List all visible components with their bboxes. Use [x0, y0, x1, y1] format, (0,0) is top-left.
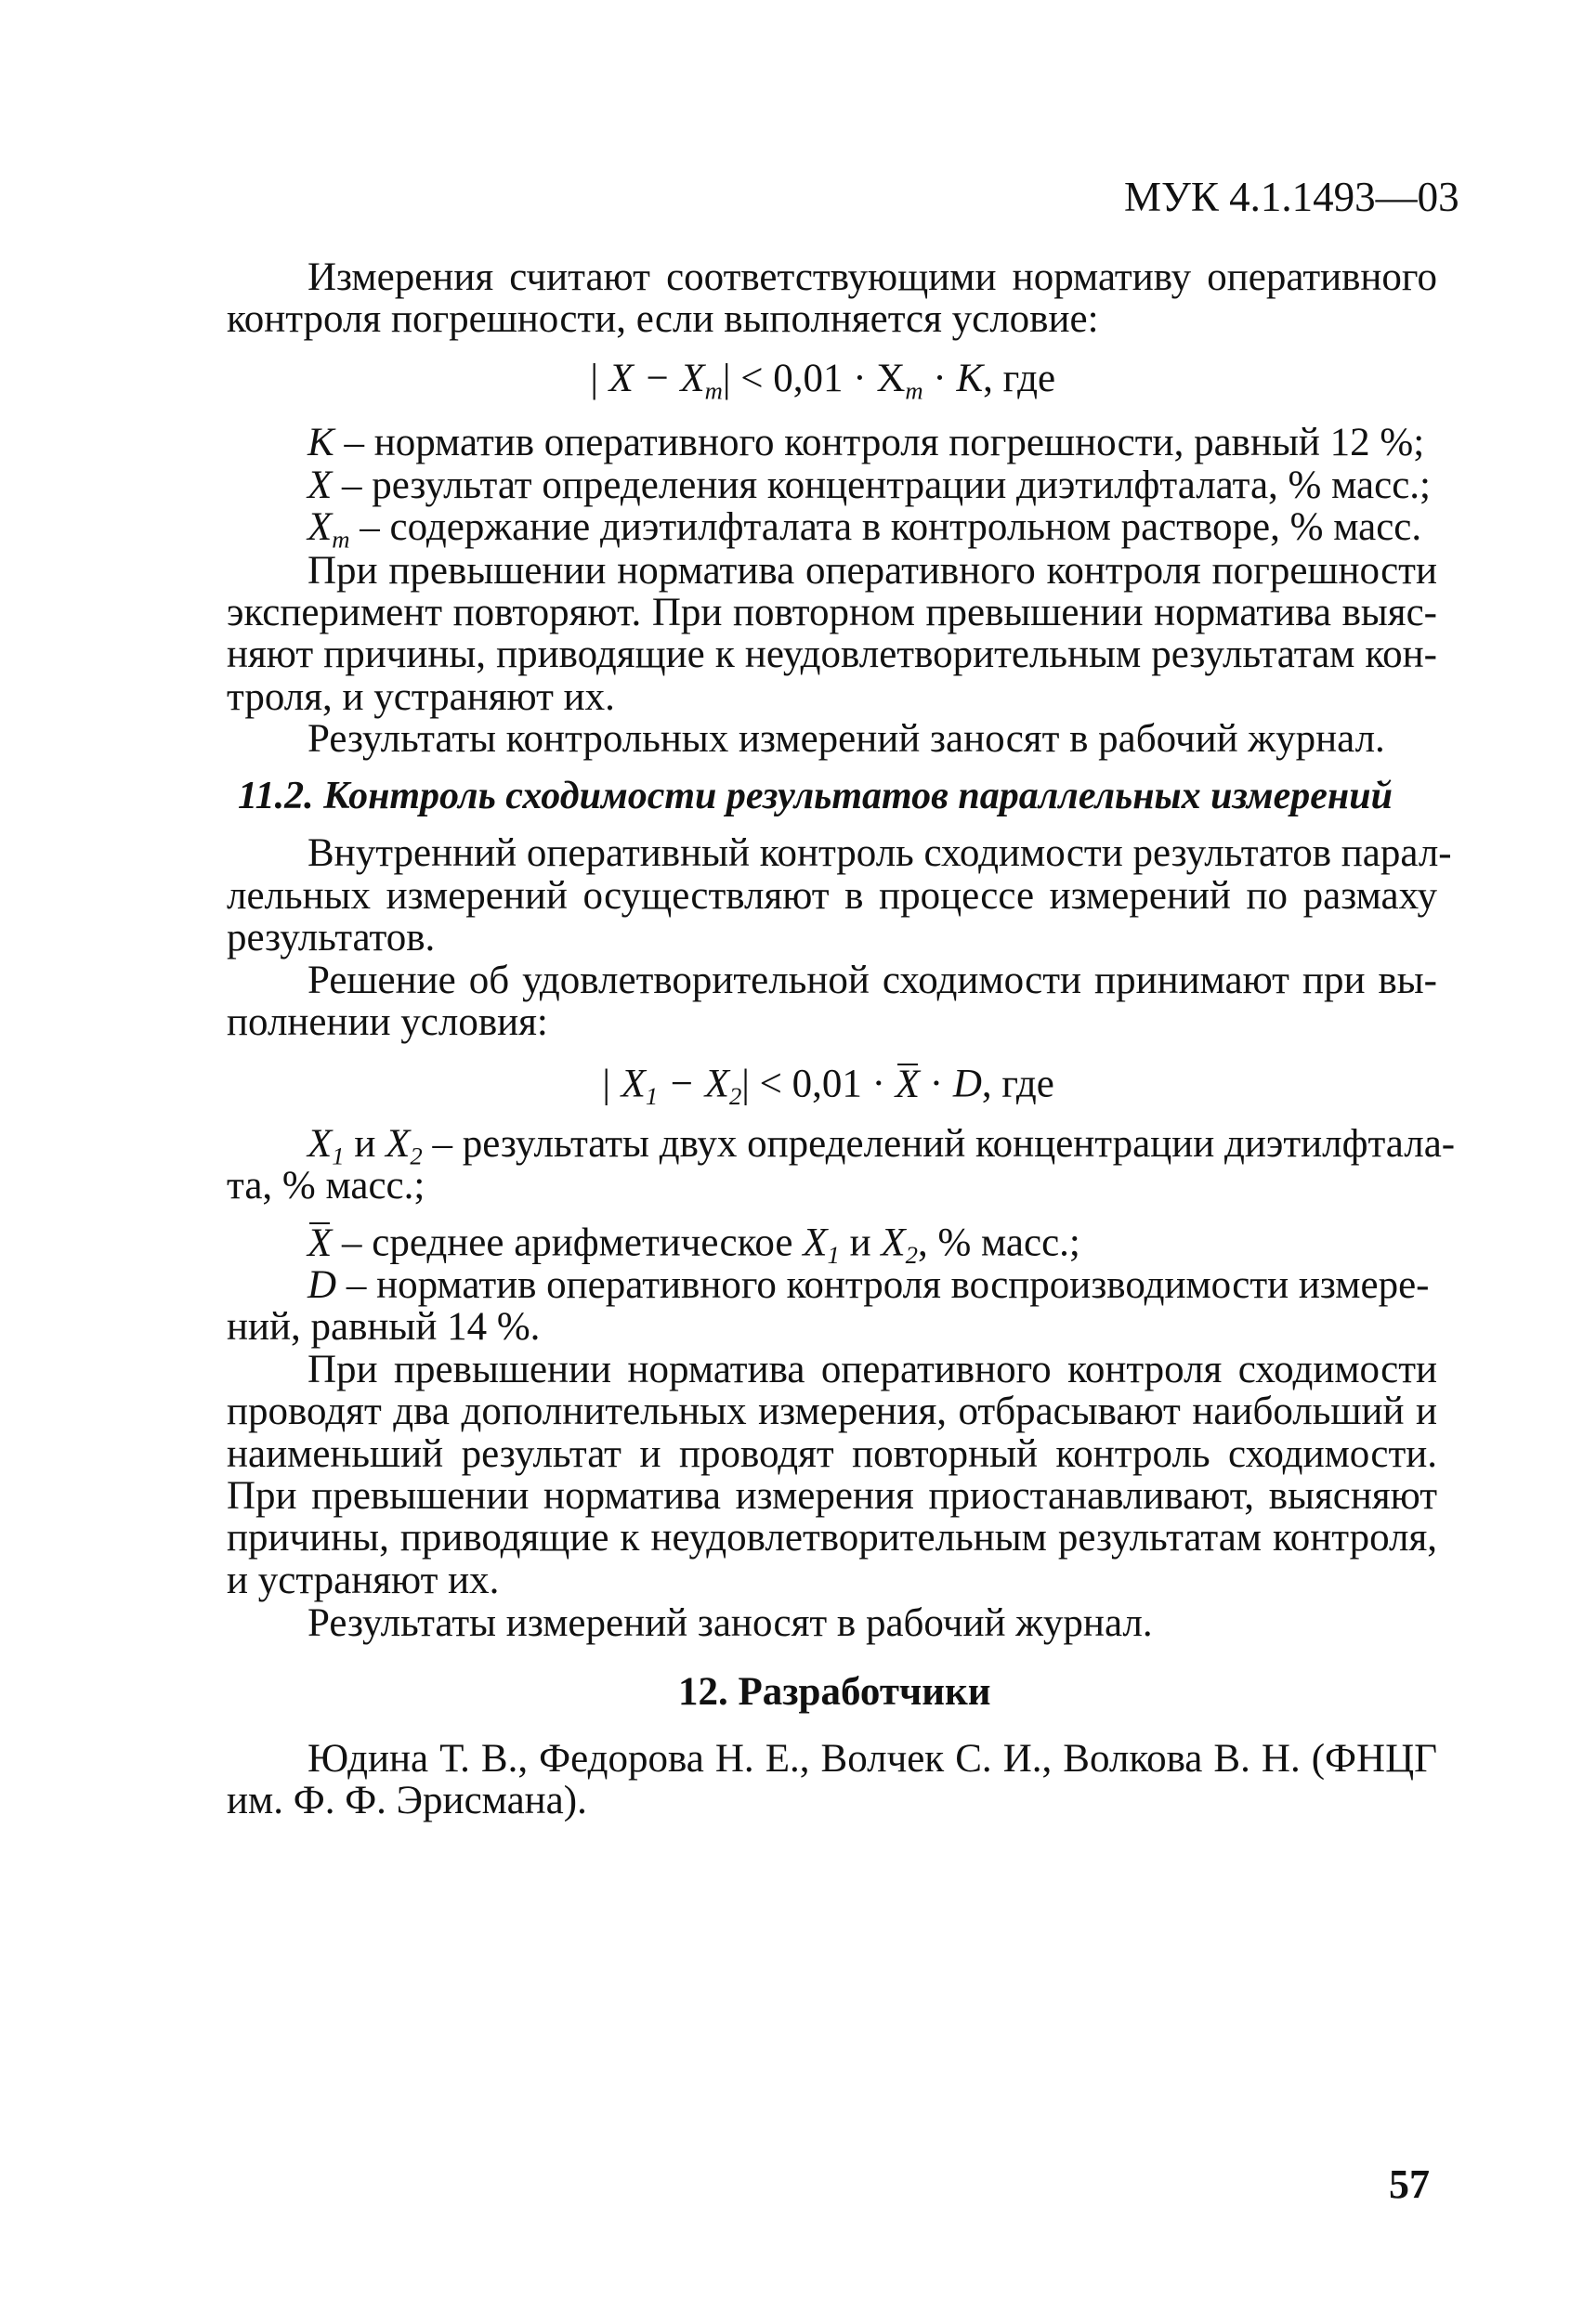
paragraph-line: Результаты измерений заносят в рабочий журнал.: [307, 1601, 1153, 1645]
formula-dot: ·: [920, 1062, 953, 1106]
definition-xbar: [307, 1221, 1080, 1270]
developers-line: им. Ф. Ф. Эрисмана).: [227, 1779, 587, 1822]
formula-repeatability-condition: [600, 1062, 1054, 1111]
symbol: X: [386, 1122, 411, 1166]
section-title-11-2: 11.2. Контроль сходимости результатов параллельных измерений: [238, 775, 1393, 817]
paragraph-line: При превышении норматива измерения приостанавливают, выясняют: [227, 1474, 1437, 1518]
symbol-sub: 1: [827, 1241, 840, 1270]
paragraph-line: При превышении норматива оперативного контроля сходимости: [307, 1348, 1437, 1391]
paragraph-line: проводят два дополнительных измерения, отбрасывают наибольший и: [227, 1390, 1437, 1433]
definition-continuation: ний, равный 14 %.: [227, 1305, 541, 1349]
formula-lhs: | X − X: [588, 357, 705, 400]
page-number: 57: [1389, 2161, 1430, 2207]
symbol: D: [307, 1263, 337, 1307]
symbol: X: [307, 505, 333, 549]
paragraph-line: Результаты контрольных измерений заносят в рабочий журнал.: [307, 717, 1385, 761]
definition-text: – результаты двух определений концентрации диэтилфтала-: [422, 1122, 1456, 1166]
symbol-sub: 1: [332, 1142, 345, 1170]
paragraph-line: Решение об удовлетворительной сходимости принимают при вы-: [307, 959, 1437, 1002]
paragraph-line: эксперимент повторяют. При повторном превышении норматива выяс-: [227, 591, 1437, 634]
formula-sub: 2: [728, 1082, 742, 1111]
formula-minus: − X: [658, 1062, 729, 1106]
formula-mid: | < 0,01 · X: [722, 357, 906, 400]
paragraph-line: При превышении норматива оперативного контроля погрешности: [307, 549, 1437, 593]
paragraph-line: результатов.: [227, 916, 436, 960]
definition-text: – норматив оперативного контроля погрешности, равный 12 %;: [334, 421, 1425, 464]
definition-x: [307, 465, 1431, 505]
paragraph-line: няют причины, приводящие к неудовлетворительным результатам кон-: [227, 633, 1437, 676]
definition-text: – содержание диэтилфталата в контрольном растворе, % масс.: [349, 505, 1422, 549]
symbol: X: [307, 463, 333, 507]
paragraph-line: полнении условия:: [227, 1000, 548, 1044]
formula-dot: ·: [922, 357, 957, 400]
formula-sub: m: [704, 376, 723, 405]
definition-continuation: та, % масс.;: [227, 1164, 425, 1208]
paragraph-line: Внутренний оперативный контроль сходимости результатов парал-: [307, 831, 1452, 875]
document-code: МУК 4.1.1493—03: [1124, 174, 1459, 220]
symbol: X: [881, 1221, 906, 1265]
definition-x1-x2: [307, 1122, 1456, 1170]
paragraph-line: наименьший результат и проводят повторный контроль сходимости.: [227, 1432, 1437, 1476]
conjunction: и: [344, 1122, 386, 1166]
symbol-sub: 2: [905, 1241, 918, 1270]
formula-tail: , где: [981, 1062, 1054, 1106]
symbol-sub: m: [332, 525, 350, 554]
formula-tail: , где: [983, 357, 1056, 400]
symbol: K: [307, 421, 334, 464]
paragraph-line: контроля погрешности, если выполняется условие:: [227, 297, 1099, 341]
paragraph-line: и устраняют их.: [227, 1559, 500, 1602]
symbol: X: [307, 1122, 333, 1166]
formula-k: K: [956, 357, 984, 400]
formula-xbar: X: [895, 1062, 921, 1106]
definition-tail: , % масс.;: [917, 1221, 1080, 1265]
paragraph-line: троля, и устраняют их.: [227, 675, 615, 719]
paragraph-line: лельных измерений осуществляют в процессе измерений по размаху: [227, 874, 1437, 918]
definition-d: [307, 1265, 1429, 1305]
conjunction: и: [839, 1221, 882, 1265]
formula-sub: 1: [645, 1082, 659, 1111]
formula-accuracy-condition: [588, 357, 1056, 405]
symbol-xbar: X: [307, 1221, 333, 1265]
definition-xm: [307, 505, 1422, 554]
section-title-12: 12. Разработчики: [678, 1670, 991, 1714]
definition-k: [307, 423, 1424, 463]
developers-line: Юдина Т. В., Федорова Н. Е., Волчек С. И., Волкова В. Н. (ФНЦГ: [307, 1737, 1437, 1781]
paragraph-line: причины, приводящие к неудовлетворительным результатам контроля,: [227, 1516, 1437, 1560]
definition-text: – среднее арифметическое: [332, 1221, 804, 1265]
formula-sub: m: [905, 376, 923, 405]
definition-text: – результат определения концентрации диэтилфталата, % масс.;: [332, 463, 1431, 507]
definition-text: – норматив оперативного контроля воспроизводимости измере-: [336, 1263, 1430, 1307]
symbol: X: [803, 1221, 828, 1265]
paragraph-line: Измерения считают соответствующими нормативу оперативного: [307, 255, 1437, 299]
formula-d: D: [952, 1062, 982, 1106]
formula-mid: | < 0,01 ·: [741, 1062, 896, 1106]
formula-open: | X: [600, 1062, 646, 1106]
symbol-sub: 2: [410, 1142, 423, 1170]
